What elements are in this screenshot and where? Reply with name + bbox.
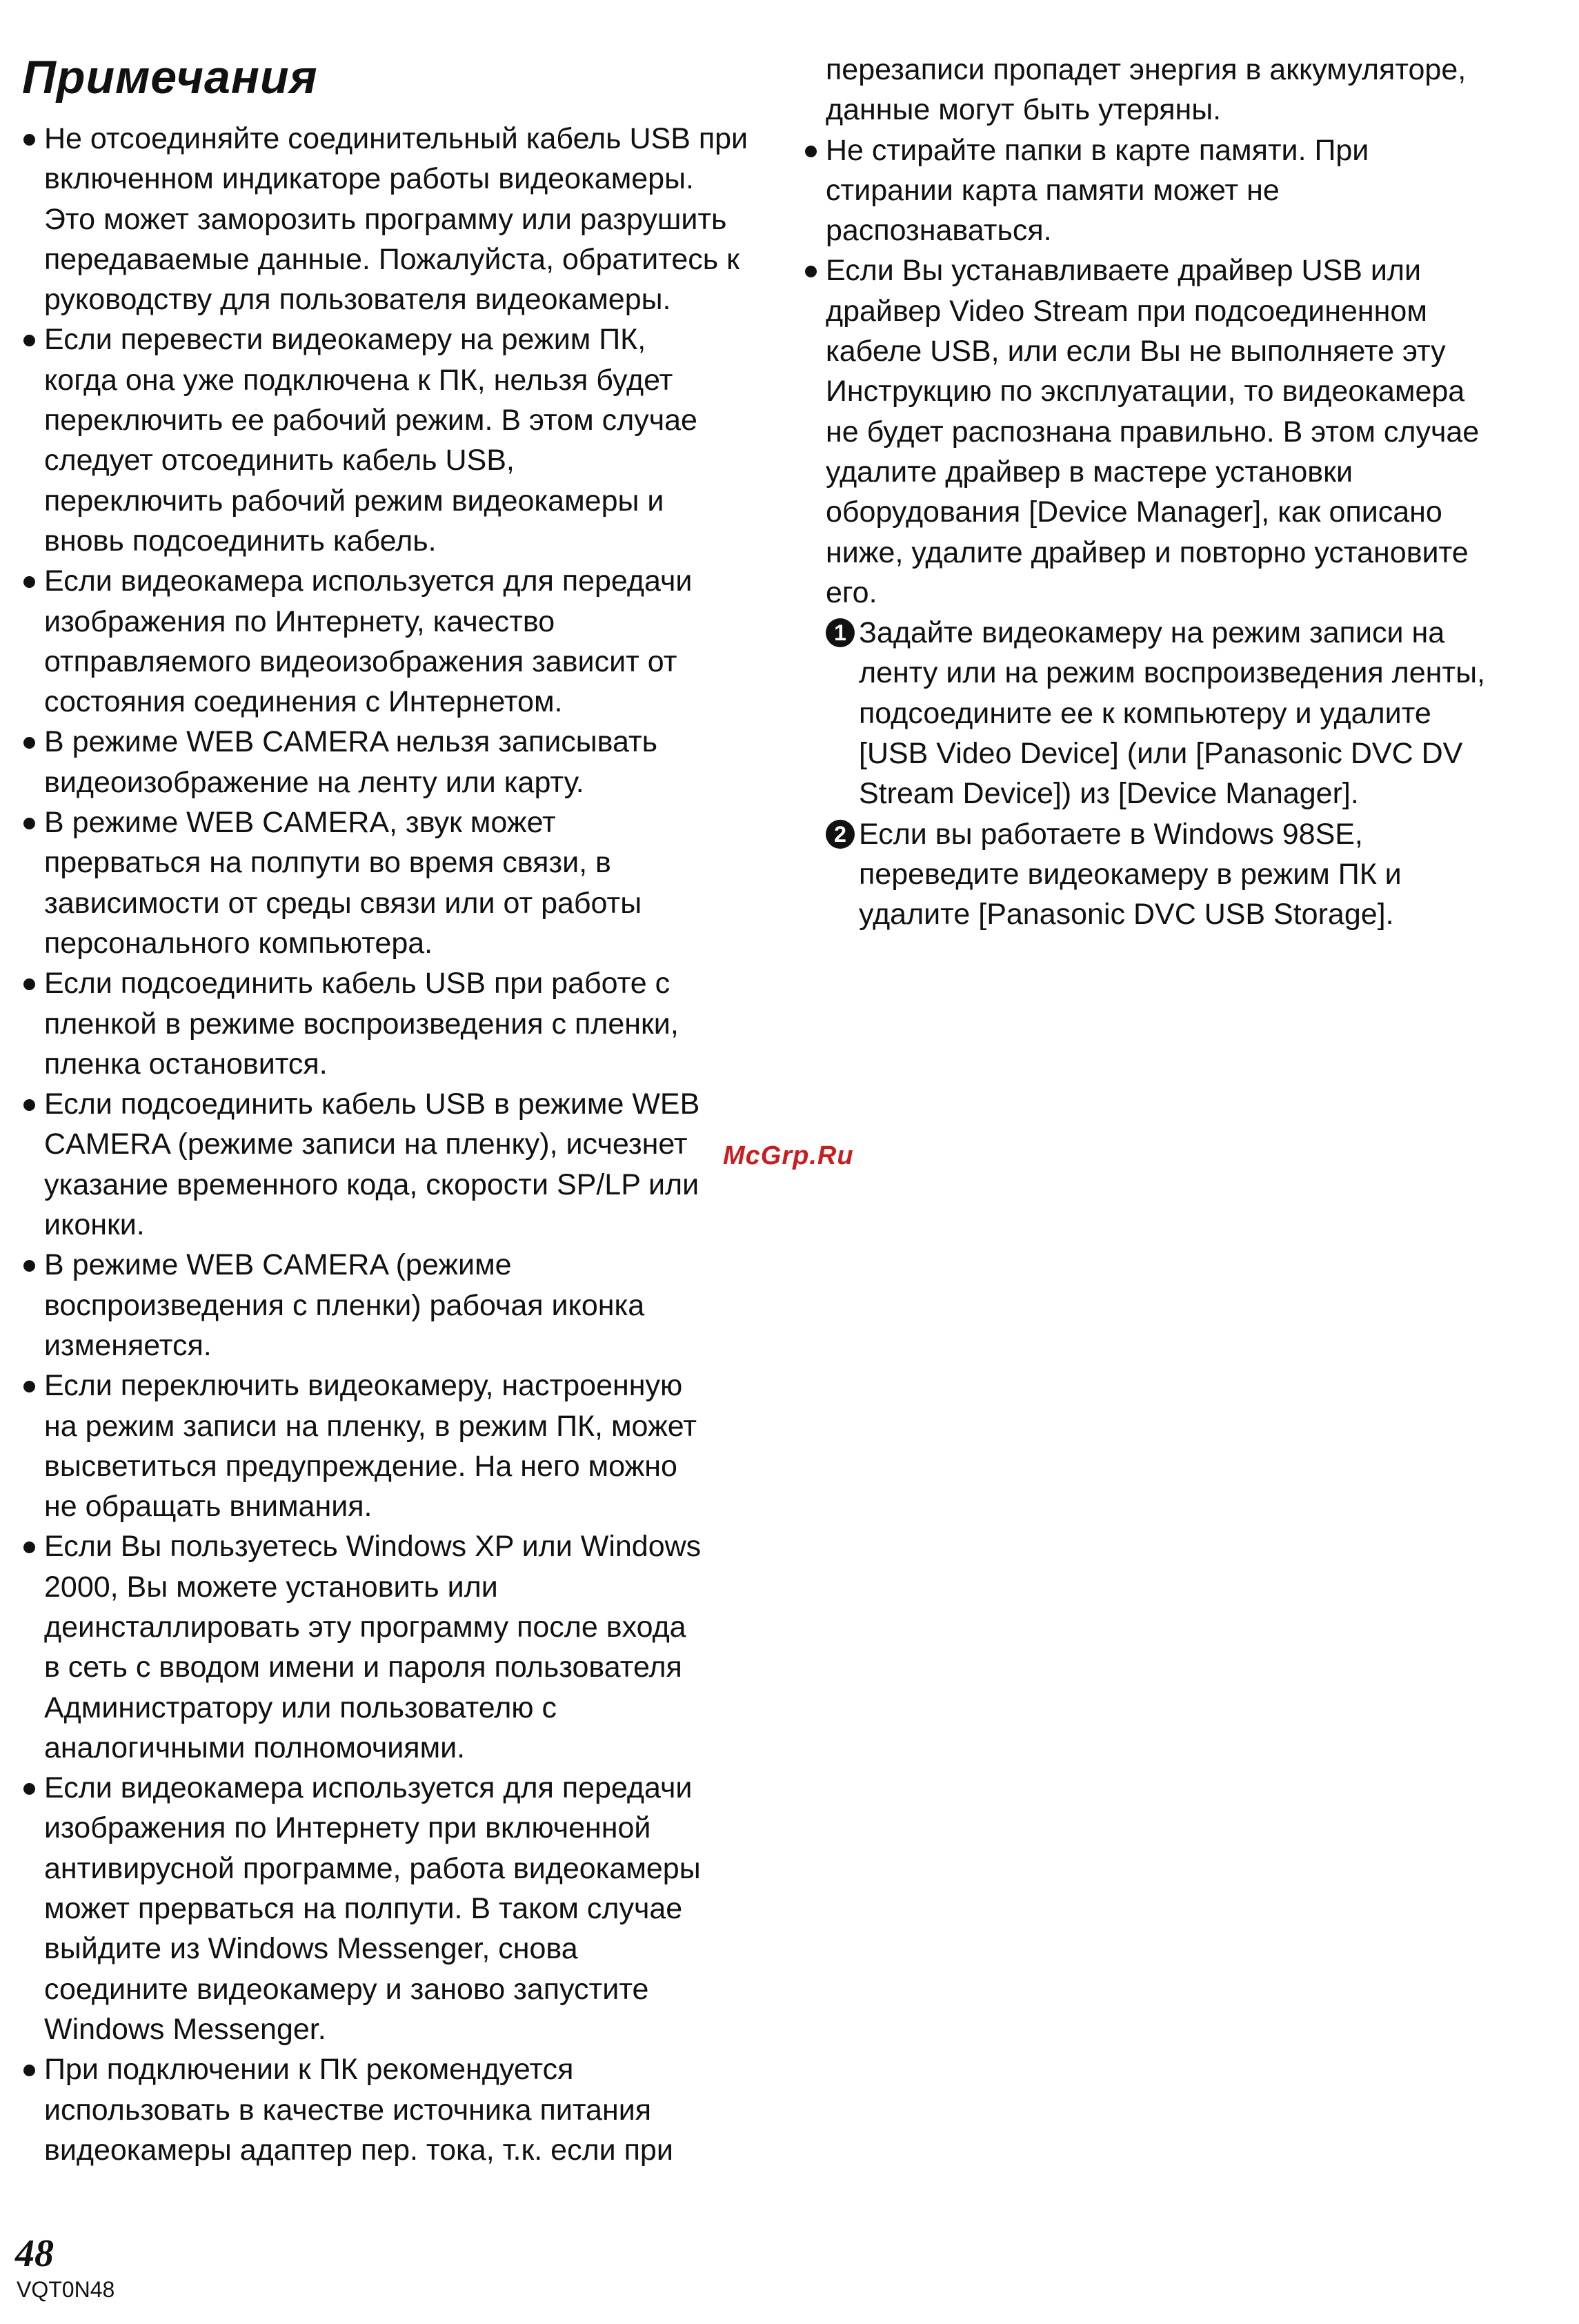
text-line: не будет распознана правильно. В этом случае — [826, 415, 1480, 449]
text-line: Не стирайте папки в карте памяти. При — [826, 133, 1369, 167]
left-column — [21, 119, 773, 2170]
text-line: изображения по Интернету, качество — [44, 604, 555, 638]
text-line: может прерваться на полпути. В таком случае — [44, 1892, 683, 1926]
text-line: Инструкцию по эксплуатации, то видеокамера — [826, 375, 1465, 408]
bullet-note — [21, 1366, 773, 1526]
text-line: ленту или на режим воспроизведения ленты, — [859, 656, 1485, 690]
text-line: кабеле USB, или если Вы не выполняете эту — [826, 335, 1446, 368]
text-line: зависимости от среды связи или от работы — [44, 886, 642, 920]
text-line: Stream Device]) из [Device Manager]. — [859, 777, 1359, 811]
text-line: Не отсоединяйте соединительный кабель USB при — [44, 122, 748, 155]
text-line: В режиме WEB CAMERA нельзя записывать — [44, 725, 658, 759]
text-line: в сеть с вводом имени и пароля пользователя — [44, 1651, 682, 1684]
text-line: отправляемого видеоизображения зависит от — [44, 644, 677, 678]
text-line: вновь подсоединить кабель. — [44, 524, 437, 558]
text-line: оборудования [Device Manager], как описано — [826, 495, 1442, 529]
text-line: указание временного кода, скорости SP/LP или — [44, 1168, 699, 1201]
text-line: на режим записи на пленку, в режим ПК, может — [44, 1409, 697, 1443]
text-line: пленкой в режиме воспроизведения с пленки, — [44, 1007, 679, 1041]
bullet-note — [21, 561, 773, 722]
bullet-note — [21, 1526, 773, 1768]
text-line: антивирусной программе, работа видеокамеры — [44, 1851, 701, 1885]
right-column — [802, 50, 1554, 935]
step-number-icon: 1 — [826, 618, 855, 647]
text-line: CAMERA (режиме записи на пленку), исчезнет — [44, 1127, 688, 1161]
text-line: персонального компьютера. — [44, 926, 433, 960]
bullet-note — [21, 319, 773, 561]
numbered-step — [826, 814, 1554, 935]
text-line: его. — [826, 575, 877, 609]
text-line: изменяется. — [44, 1328, 212, 1362]
page-title: Примечания — [22, 51, 318, 104]
text-line: когда она уже подключена к ПК, нельзя будет — [44, 363, 673, 397]
text-line: прерваться на полпути во время связи, в — [44, 846, 611, 880]
text-line: Администратору или пользователю с — [44, 1691, 557, 1724]
bullet-note — [802, 130, 1554, 251]
text-line: иконки. — [44, 1208, 145, 1242]
text-line: Если переключить видеокамеру, настроенную — [44, 1369, 683, 1403]
text-line: распознаваться. — [826, 214, 1052, 248]
text-line: перезаписи пропадет энергия в аккумуляторе, — [826, 53, 1467, 86]
text-line: В режиме WEB CAMERA, звук может — [44, 806, 556, 840]
text-line: видеокамеры адаптер пер. тока, т.к. если при — [44, 2133, 673, 2167]
watermark: McGrp.Ru — [723, 1141, 854, 1170]
text-line: состояния соединения с Интернетом. — [44, 685, 563, 719]
text-line: следует отсоединить кабель USB, — [44, 444, 515, 477]
text-line: высветиться предупреждение. На него можно — [44, 1449, 677, 1483]
text-line: стирании карта памяти может не — [826, 173, 1280, 207]
text-line: удалите драйвер в мастере установки — [826, 455, 1353, 489]
text-line: При подключении к ПК рекомендуется — [44, 2053, 574, 2087]
text-line: [USB Video Device] (или [Panasonic DVC DV — [859, 737, 1463, 771]
bullet-note — [21, 722, 773, 802]
document-code: VQT0N48 — [17, 2277, 115, 2302]
text-line: включенном индикаторе работы видеокамеры. — [44, 162, 694, 196]
bullet-note — [802, 250, 1554, 613]
bullet-note — [21, 963, 773, 1084]
text-line: Если Вы пользуетесь Windows XP или Windows — [44, 1530, 702, 1564]
text-line: не обращать внимания. — [44, 1490, 373, 1524]
text-line: данные могут быть утеряны. — [826, 93, 1222, 127]
bullet-note — [21, 1245, 773, 1366]
text-line: Если Вы устанавливаете драйвер USB или — [826, 254, 1421, 288]
text-line: Если видеокамера используется для передачи — [44, 1771, 693, 1805]
text-line: Это может заморозить программу или разрушить — [44, 202, 727, 236]
text-line: 2000, Вы можете установить или — [44, 1570, 498, 1604]
text-line: переведите видеокамеру в режим ПК и — [859, 857, 1402, 891]
text-line: ниже, удалите драйвер и повторно установите — [826, 535, 1469, 569]
text-line: пленка остановится. — [44, 1047, 328, 1081]
text-line: Если вы работаете в Windows 98SE, — [859, 817, 1363, 851]
text-line: воспроизведения с пленки) рабочая иконка — [44, 1288, 645, 1322]
text-line: Windows Messenger. — [44, 2012, 326, 2046]
text-line: деинсталлировать эту программу после входа — [44, 1610, 686, 1644]
text-line: В режиме WEB CAMERA (режиме — [44, 1248, 512, 1282]
bullet-note — [21, 2049, 773, 2170]
text-line: Если подсоединить кабель USB в режиме WEB — [44, 1087, 700, 1121]
text-line: использовать в качестве источника питания — [44, 2093, 652, 2127]
step-number-icon: 2 — [826, 820, 855, 849]
text-line: подсоедините ее к компьютеру и удалите — [859, 696, 1431, 730]
text-line: аналогичными полномочиями. — [44, 1731, 466, 1764]
bullet-note — [21, 119, 773, 319]
text-line: изображения по Интернету при включенной — [44, 1811, 651, 1845]
text-line: руководству для пользователя видеокамеры. — [44, 283, 671, 317]
text-line: передаваемые данные. Пожалуйста, обратитесь к — [44, 242, 739, 276]
bullet-note — [21, 1084, 773, 1245]
continued-text — [802, 50, 1554, 130]
text-line: соедините видеокамеру и заново запустите — [44, 1972, 649, 2006]
text-line: Задайте видеокамеру на режим записи на — [859, 616, 1445, 650]
text-line: Если подсоединить кабель USB при работе с — [44, 967, 671, 1001]
text-line: выйдите из Windows Messenger, снова — [44, 1932, 578, 1966]
text-line: видеоизображение на ленту или карту. — [44, 765, 584, 799]
page-number: 48 — [15, 2232, 54, 2275]
text-line: Если видеокамера используется для передачи — [44, 564, 693, 598]
text-line: переключить ее рабочий режим. В этом случае — [44, 404, 697, 437]
bullet-note — [21, 1768, 773, 2049]
bullet-note — [21, 802, 773, 963]
text-line: Если перевести видеокамеру на режим ПК, — [44, 323, 646, 357]
text-line: переключить рабочий режим видеокамеры и — [44, 484, 664, 518]
numbered-step — [826, 613, 1554, 814]
text-line: драйвер Video Stream при подсоединенном — [826, 294, 1427, 328]
text-line: удалите [Panasonic DVC USB Storage]. — [859, 898, 1394, 932]
